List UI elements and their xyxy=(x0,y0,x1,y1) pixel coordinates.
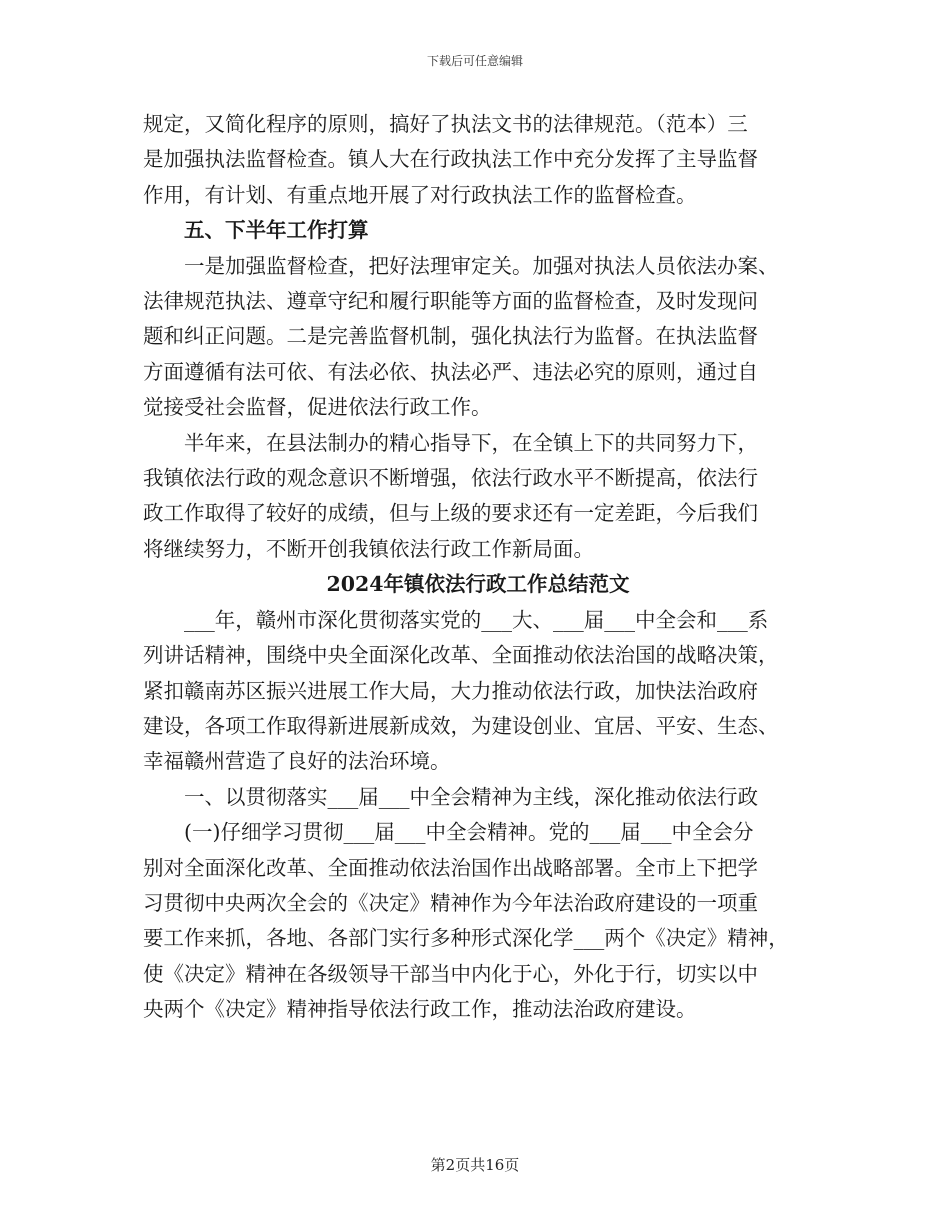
body-line: 央两个《决定》精神指导依法行政工作，推动法治政府建设。 xyxy=(143,997,697,1022)
body-line: (一)仔细学习贯彻___届___中全会精神。党的___届___中全会分 xyxy=(184,820,754,845)
body-line: ___年，赣州市深化贯彻落实党的___大、___届___中全会和___系 xyxy=(184,607,769,632)
body-line: 列讲话精神，围绕中央全面深化改革、全面推动依法治国的战略决策， xyxy=(143,643,779,668)
body-line: 习贯彻中央两次全会的《决定》精神作为今年法治政府建设的一项重 xyxy=(143,890,758,915)
body-line: 要工作来抓，各地、各部门实行多种形式深化学___两个《决定》精神， xyxy=(143,926,789,951)
body-line: 紧扣赣南苏区振兴进展工作大局，大力推动依法行政，加快法治政府 xyxy=(143,678,758,703)
body-line: 法律规范执法、遵章守纪和履行职能等方面的监督检查，及时发现问 xyxy=(143,289,758,314)
body-line: 幸福赣州营造了良好的法治环境。 xyxy=(143,749,451,774)
document-body xyxy=(143,107,813,1028)
body-line: 我镇依法行政的观念意识不断增强，依法行政水平不断提高，依法行 xyxy=(143,466,758,491)
section-heading: 一、以贯彻落实___届___中全会精神为主线，深化推动依法行政 xyxy=(184,784,758,809)
section-heading: 五、下半年工作打算 xyxy=(184,218,369,243)
body-line: 方面遵循有法可依、有法必依、执法必严、违法必究的原则，通过自 xyxy=(143,359,758,384)
body-line: 别对全面深化改革、全面推动依法治国作出战略部署。全市上下把学 xyxy=(143,855,758,880)
body-line: 题和纠正问题。二是完善监督机制，强化执法行为监督。在执法监督 xyxy=(143,324,758,349)
document-title: 2024年镇依法行政工作总结范文 xyxy=(326,572,630,597)
body-line: 使《决定》精神在各级领导干部当中内化于心，外化于行，切实以中 xyxy=(143,961,758,986)
body-line: 半年来，在县法制办的精心指导下，在全镇上下的共同努力下， xyxy=(184,430,758,455)
body-line: 是加强执法监督检查。镇人大在行政执法工作中充分发挥了主导监督 xyxy=(143,147,758,172)
body-line: 觉接受社会监督，促进依法行政工作。 xyxy=(143,395,492,420)
page-number: 第2页共16页 xyxy=(430,1156,520,1174)
body-line: 一是加强监督检查，把好法理审定关。加强对执法人员依法办案、 xyxy=(184,253,779,278)
body-line: 规定，又简化程序的原则，搞好了执法文书的法律规范。（范本）三 xyxy=(143,112,748,136)
page-header-note: 下载后可任意编辑 xyxy=(426,54,523,68)
body-line: 作用，有计划、有重点地开展了对行政执法工作的监督检查。 xyxy=(143,182,697,207)
body-line: 建设，各项工作取得新进展新成效，为建设创业、宜居、平安、生态、 xyxy=(143,713,779,738)
body-line: 政工作取得了较好的成绩，但与上级的要求还有一定差距，今后我们 xyxy=(143,501,758,526)
body-line: 将继续努力，不断开创我镇依法行政工作新局面。 xyxy=(143,536,594,561)
